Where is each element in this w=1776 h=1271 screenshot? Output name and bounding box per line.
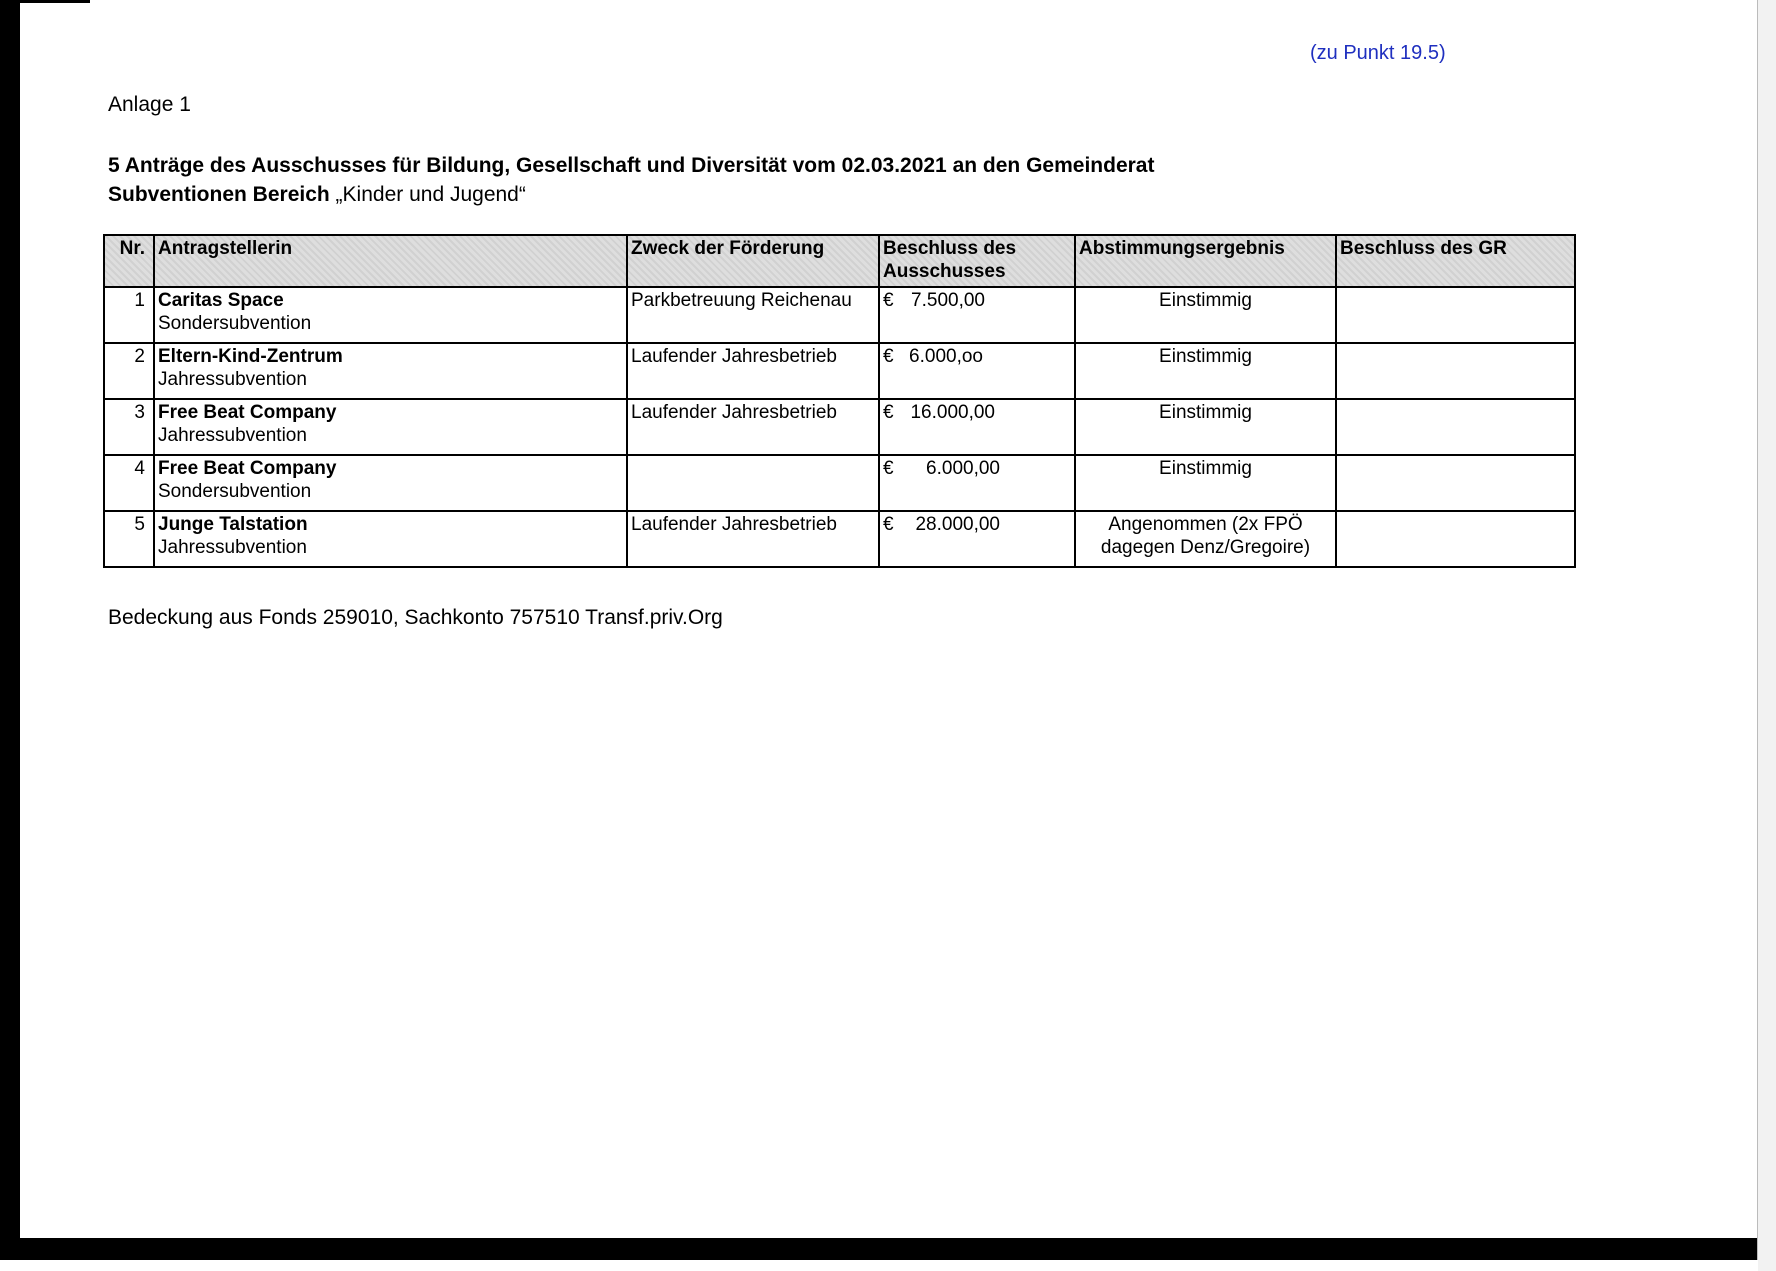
row-nr: 1	[104, 287, 154, 343]
scan-edge-bottom	[0, 1238, 1757, 1260]
row-vote: Einstimmig	[1075, 399, 1336, 455]
currency-symbol: €	[883, 514, 894, 535]
row-applicant	[154, 343, 627, 399]
row-amount	[879, 511, 1075, 567]
applicant-name: Free Beat Company	[158, 402, 337, 423]
row-amount	[879, 455, 1075, 511]
amount-value: 28.000,00	[915, 514, 1000, 535]
applicant-name: Eltern-Kind-Zentrum	[158, 346, 343, 367]
header-vote-result: Abstimmungsergebnis	[1075, 235, 1336, 287]
applicant-name: Junge Talstation	[158, 514, 308, 535]
row-vote: Einstimmig	[1075, 287, 1336, 343]
row-amount	[879, 343, 1075, 399]
heading-line-2-rest: „Kinder und Jugend“	[329, 183, 526, 206]
table-row	[104, 343, 1575, 399]
currency-symbol: €	[883, 290, 894, 311]
funding-coverage-note: Bedeckung aus Fonds 259010, Sachkonto 757510 Transf.priv.Org	[108, 606, 723, 629]
row-purpose: Parkbetreuung Reichenau	[627, 287, 879, 343]
row-council-decision	[1336, 455, 1575, 511]
row-council-decision	[1336, 399, 1575, 455]
applicant-name: Free Beat Company	[158, 458, 337, 479]
amount-value: 6.000,oo	[909, 346, 983, 367]
subsidy-type: Jahressubvention	[158, 425, 307, 446]
row-council-decision	[1336, 511, 1575, 567]
amount-value: 7.500,00	[911, 290, 985, 311]
row-nr: 4	[104, 455, 154, 511]
scan-margin-right	[1758, 0, 1776, 1271]
heading-line-2-bold: Subventionen Bereich	[108, 183, 330, 206]
row-nr: 2	[104, 343, 154, 399]
subsidy-type: Sondersubvention	[158, 481, 312, 502]
row-nr: 3	[104, 399, 154, 455]
row-council-decision	[1336, 343, 1575, 399]
heading-line-1: 5 Anträge des Ausschusses für Bildung, Gesellschaft und Diversität vom 02.03.2021 an den Gemeinderat	[108, 154, 1155, 177]
agenda-reference: (zu Punkt 19.5)	[1310, 42, 1446, 64]
row-applicant	[154, 511, 627, 567]
table-header-row	[104, 235, 1575, 287]
header-purpose: Zweck der Förderung	[627, 235, 879, 287]
row-amount	[879, 399, 1075, 455]
currency-symbol: €	[883, 346, 894, 367]
header-committee-decision: Beschluss des Ausschusses	[879, 235, 1075, 287]
row-purpose: Laufender Jahresbetrieb	[627, 511, 879, 567]
scan-edge-top	[20, 0, 90, 3]
row-purpose: Laufender Jahresbetrieb	[627, 399, 879, 455]
subsidy-type: Sondersubvention	[158, 313, 312, 334]
table-row	[104, 511, 1575, 567]
row-purpose: Laufender Jahresbetrieb	[627, 343, 879, 399]
row-amount	[879, 287, 1075, 343]
row-vote: Einstimmig	[1075, 343, 1336, 399]
row-applicant	[154, 399, 627, 455]
currency-symbol: €	[883, 458, 894, 479]
row-applicant	[154, 455, 627, 511]
subsidy-type: Jahressubvention	[158, 537, 307, 558]
row-vote: Einstimmig	[1075, 455, 1336, 511]
subsidy-type: Jahressubvention	[158, 369, 307, 390]
row-purpose	[627, 455, 879, 511]
amount-value: 6.000,00	[926, 458, 1000, 479]
table-row	[104, 399, 1575, 455]
header-council-decision: Beschluss des GR	[1336, 235, 1575, 287]
row-vote: Angenommen (2x FPÖ dagegen Denz/Gregoire)	[1075, 511, 1336, 567]
applicant-name: Caritas Space	[158, 290, 284, 311]
document-heading	[108, 151, 1154, 209]
subsidy-table	[103, 234, 1576, 568]
scan-edge-left	[0, 0, 20, 1240]
row-nr: 5	[104, 511, 154, 567]
amount-value: 16.000,00	[910, 402, 995, 423]
table-row	[104, 287, 1575, 343]
heading-line-2	[108, 180, 1154, 209]
attachment-label: Anlage 1	[108, 93, 191, 116]
table-row	[104, 455, 1575, 511]
header-nr: Nr.	[104, 235, 154, 287]
row-applicant	[154, 287, 627, 343]
currency-symbol: €	[883, 402, 894, 423]
header-applicant: Antragstellerin	[154, 235, 627, 287]
row-council-decision	[1336, 287, 1575, 343]
